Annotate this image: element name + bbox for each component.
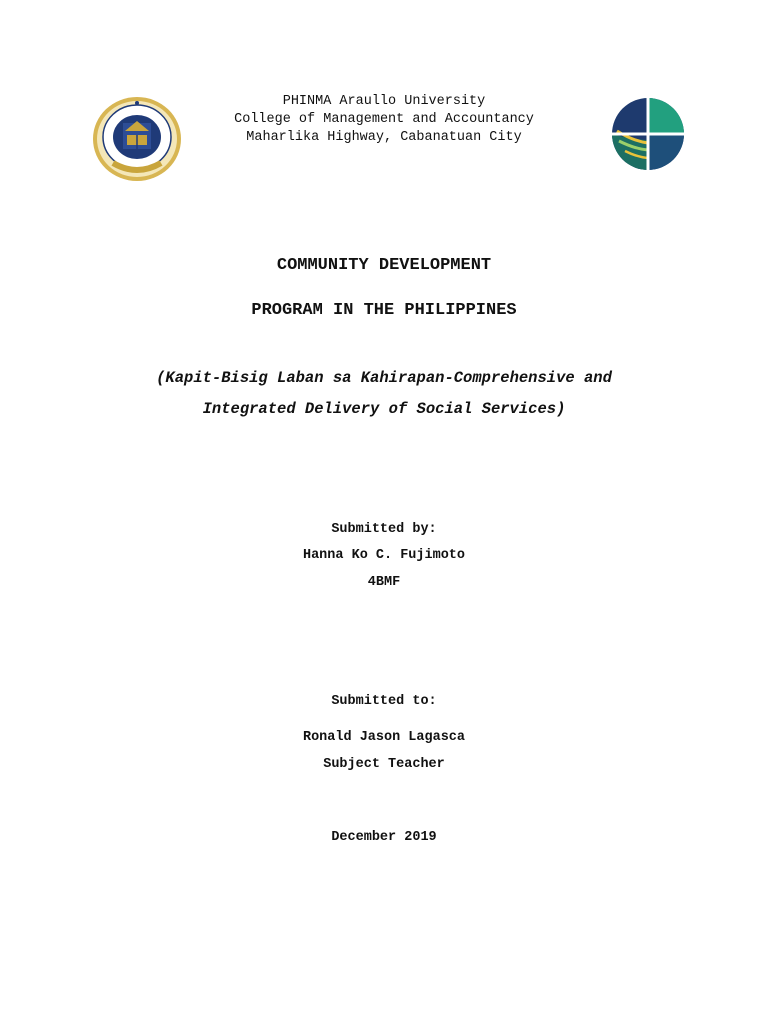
submission-date: December 2019 bbox=[331, 830, 437, 845]
teacher-role: Subject Teacher bbox=[323, 757, 445, 772]
student-section: 4BMF bbox=[367, 575, 401, 590]
submitted-to-label: Submitted to: bbox=[331, 694, 437, 709]
college-name: College of Management and Accountancy bbox=[234, 112, 534, 127]
student-name: Hanna Ko C. Fujimoto bbox=[302, 548, 466, 563]
teacher-name: Ronald Jason Lagasca bbox=[302, 730, 466, 745]
subtitle-line-2: Integrated Delivery of Social Services) bbox=[202, 400, 566, 418]
title-line-1: COMMUNITY DEVELOPMENT bbox=[276, 256, 492, 275]
subtitle-line-1: (Kapit-Bisig Laban sa Kahirapan-Comprehensive and bbox=[156, 369, 612, 387]
title-line-2: PROGRAM IN THE PHILIPPINES bbox=[251, 301, 517, 320]
university-address: Maharlika Highway, Cabanatuan City bbox=[246, 130, 522, 145]
institution-header bbox=[0, 93, 768, 147]
university-name: PHINMA Araullo University bbox=[282, 94, 486, 109]
submitted-by-label: Submitted by: bbox=[331, 522, 437, 537]
